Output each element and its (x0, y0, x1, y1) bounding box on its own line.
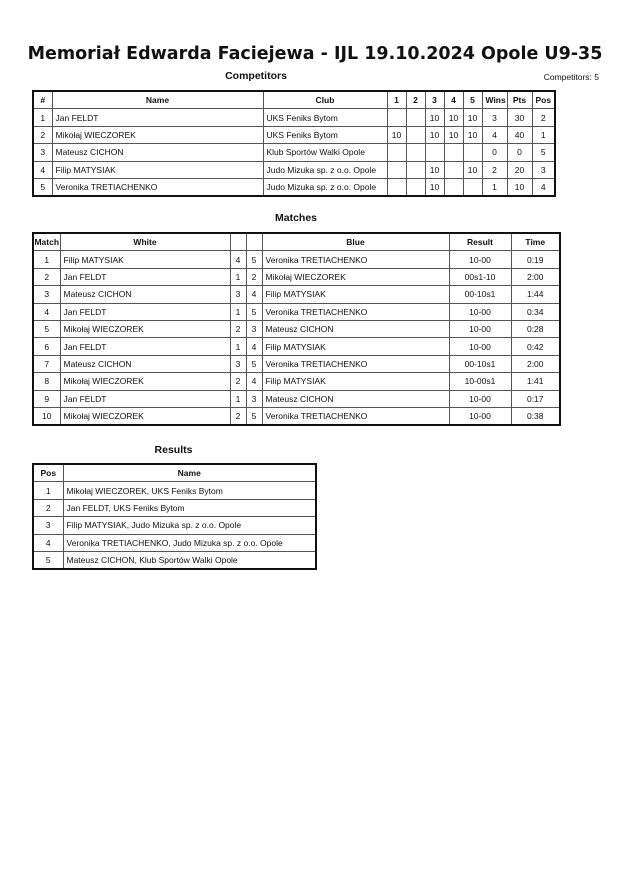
header-r2: 2 (406, 91, 425, 109)
competitor-score (406, 161, 425, 178)
competitor-name: Jan FELDT (52, 109, 263, 126)
result-row (33, 534, 316, 551)
match-white: Mikołaj WIECZOREK (60, 407, 230, 425)
header-pts: Pts (507, 91, 532, 109)
competitor-wins: 3 (482, 109, 507, 126)
match-white: Jan FELDT (60, 338, 230, 355)
results-heading: Results (154, 444, 193, 456)
match-blue: Mateusz CICHON (262, 390, 449, 407)
match-row (33, 407, 560, 425)
match-result: 10-00 (449, 338, 511, 355)
match-white-number: 1 (230, 338, 246, 355)
page-title: Memoriał Edwarda Faciejewa - IJL 19.10.2024 Opole U9-35 (27, 44, 603, 64)
competitor-wins: 0 (482, 144, 507, 161)
competitor-score (406, 126, 425, 143)
match-white-number: 2 (230, 320, 246, 337)
competitor-number: 1 (33, 109, 52, 126)
competitor-row (33, 144, 555, 161)
result-name: Mateusz CICHON, Klub Sportów Walki Opole (63, 551, 316, 569)
match-blue-number: 3 (246, 320, 262, 337)
competitor-score (444, 161, 463, 178)
competitor-score: 10 (463, 161, 482, 178)
competitor-name: Mateusz CICHON (52, 144, 263, 161)
match-time: 2:00 (511, 355, 560, 372)
results-header-row (33, 464, 316, 482)
header-pos: Pos (532, 91, 555, 109)
competitor-score: 10 (444, 126, 463, 143)
match-number: 5 (33, 320, 60, 337)
competitor-score (425, 144, 444, 161)
matches-header-row (33, 233, 560, 251)
header-club: Club (263, 91, 387, 109)
match-result: 10-00s1 (449, 373, 511, 390)
match-number: 3 (33, 286, 60, 303)
match-blue-number: 5 (246, 355, 262, 372)
competitor-wins: 1 (482, 178, 507, 196)
match-blue: Mateusz CICHON (262, 320, 449, 337)
competitor-points: 40 (507, 126, 532, 143)
header-wins: Wins (482, 91, 507, 109)
competitor-score (387, 178, 406, 196)
competitor-number: 5 (33, 178, 52, 196)
match-result: 10-00 (449, 251, 511, 268)
match-blue: Filip MATYSIAK (262, 338, 449, 355)
result-position: 4 (33, 534, 63, 551)
match-number: 7 (33, 355, 60, 372)
competitor-club: Judo Mizuka sp. z o.o. Opole (263, 178, 387, 196)
header-r4: 4 (444, 91, 463, 109)
competitor-name: Filip MATYSIAK (52, 161, 263, 178)
result-row (33, 551, 316, 569)
competitor-position: 1 (532, 126, 555, 143)
competitor-club: UKS Feniks Bytom (263, 109, 387, 126)
match-blue-number: 2 (246, 268, 262, 285)
competitor-points: 30 (507, 109, 532, 126)
result-row (33, 517, 316, 534)
match-time: 0:42 (511, 338, 560, 355)
match-white: Jan FELDT (60, 268, 230, 285)
competitor-score: 10 (425, 109, 444, 126)
competitor-row (33, 126, 555, 143)
match-white-number: 2 (230, 373, 246, 390)
match-result: 10-00 (449, 320, 511, 337)
match-blue: Veronika TRETIACHENKO (262, 355, 449, 372)
match-row (33, 355, 560, 372)
match-white-number: 1 (230, 268, 246, 285)
results-table (32, 463, 317, 570)
match-white-number: 1 (230, 390, 246, 407)
match-blue: Veronika TRETIACHENKO (262, 407, 449, 425)
match-row (33, 286, 560, 303)
match-result: 10-00 (449, 303, 511, 320)
match-row (33, 338, 560, 355)
header-result-name: Name (63, 464, 316, 482)
competitors-heading: Competitors (225, 70, 287, 82)
match-row (33, 251, 560, 268)
match-row (33, 303, 560, 320)
header-r5: 5 (463, 91, 482, 109)
competitor-row (33, 109, 555, 126)
match-time: 1:44 (511, 286, 560, 303)
competitor-points: 20 (507, 161, 532, 178)
result-position: 5 (33, 551, 63, 569)
competitor-position: 5 (532, 144, 555, 161)
result-name: Mikołaj WIECZOREK, UKS Feniks Bytom (63, 482, 316, 499)
competitor-wins: 4 (482, 126, 507, 143)
match-white: Jan FELDT (60, 303, 230, 320)
match-number: 6 (33, 338, 60, 355)
header-time: Time (511, 233, 560, 251)
match-number: 8 (33, 373, 60, 390)
competitor-score: 10 (425, 178, 444, 196)
match-row (33, 268, 560, 285)
match-time: 2:00 (511, 268, 560, 285)
competitor-number: 2 (33, 126, 52, 143)
match-white-number: 1 (230, 303, 246, 320)
competitor-row (33, 161, 555, 178)
match-blue-number: 4 (246, 286, 262, 303)
competitor-score (406, 178, 425, 196)
match-number: 2 (33, 268, 60, 285)
match-white: Mikołaj WIECZOREK (60, 373, 230, 390)
match-time: 0:17 (511, 390, 560, 407)
competitor-position: 3 (532, 161, 555, 178)
matches-heading: Matches (274, 212, 317, 224)
match-number: 1 (33, 251, 60, 268)
competitor-position: 4 (532, 178, 555, 196)
competitor-club: Klub Sportów Walki Opole (263, 144, 387, 161)
match-row (33, 390, 560, 407)
competitor-score (463, 178, 482, 196)
result-position: 3 (33, 517, 63, 534)
matches-table (32, 232, 561, 426)
competitors-header-row (33, 91, 555, 109)
result-row (33, 499, 316, 516)
competitor-club: Judo Mizuka sp. z o.o. Opole (263, 161, 387, 178)
header-name: Name (52, 91, 263, 109)
match-white-number: 2 (230, 407, 246, 425)
match-time: 1:41 (511, 373, 560, 390)
competitor-wins: 2 (482, 161, 507, 178)
match-blue-number: 5 (246, 251, 262, 268)
match-result: 00-10s1 (449, 355, 511, 372)
competitor-score (387, 144, 406, 161)
match-white-number: 3 (230, 355, 246, 372)
match-blue-number: 4 (246, 338, 262, 355)
match-time: 0:28 (511, 320, 560, 337)
match-white: Mateusz CICHON (60, 286, 230, 303)
competitor-score (406, 144, 425, 161)
competitor-score: 10 (463, 126, 482, 143)
competitor-score: 10 (444, 109, 463, 126)
match-white: Mateusz CICHON (60, 355, 230, 372)
competitor-score: 10 (387, 126, 406, 143)
competitor-position: 2 (532, 109, 555, 126)
competitor-score (387, 161, 406, 178)
match-row (33, 373, 560, 390)
match-result: 10-00 (449, 407, 511, 425)
match-blue: Veronika TRETIACHENKO (262, 303, 449, 320)
header-white-no (230, 233, 246, 251)
competitor-name: Veronika TRETIACHENKO (52, 178, 263, 196)
competitor-score (387, 109, 406, 126)
match-result: 00-10s1 (449, 286, 511, 303)
competitor-number: 4 (33, 161, 52, 178)
competitor-score: 10 (425, 126, 444, 143)
header-blue-no (246, 233, 262, 251)
match-number: 10 (33, 407, 60, 425)
competitor-score: 10 (463, 109, 482, 126)
match-blue-number: 5 (246, 407, 262, 425)
match-white-number: 4 (230, 251, 246, 268)
competitor-row (33, 178, 555, 196)
result-name: Jan FELDT, UKS Feniks Bytom (63, 499, 316, 516)
competitor-club: UKS Feniks Bytom (263, 126, 387, 143)
competitor-score (444, 178, 463, 196)
competitors-count: Competitors: 5 (543, 72, 599, 82)
match-blue: Filip MATYSIAK (262, 286, 449, 303)
match-time: 0:19 (511, 251, 560, 268)
competitor-name: Mikołaj WIECZOREK (52, 126, 263, 143)
match-result: 00s1-10 (449, 268, 511, 285)
header-no: # (33, 91, 52, 109)
result-position: 2 (33, 499, 63, 516)
header-white: White (60, 233, 230, 251)
competitor-number: 3 (33, 144, 52, 161)
header-r3: 3 (425, 91, 444, 109)
result-row (33, 482, 316, 499)
match-white: Mikołaj WIECZOREK (60, 320, 230, 337)
competitor-score (406, 109, 425, 126)
result-name: Veronika TRETIACHENKO, Judo Mizuka sp. z o.o. Opole (63, 534, 316, 551)
match-time: 0:38 (511, 407, 560, 425)
match-blue: Filip MATYSIAK (262, 373, 449, 390)
match-white-number: 3 (230, 286, 246, 303)
match-blue-number: 4 (246, 373, 262, 390)
match-row (33, 320, 560, 337)
match-blue-number: 3 (246, 390, 262, 407)
match-white: Filip MATYSIAK (60, 251, 230, 268)
match-result: 10-00 (449, 390, 511, 407)
header-blue: Blue (262, 233, 449, 251)
match-blue: Mikołaj WIECZOREK (262, 268, 449, 285)
header-result: Result (449, 233, 511, 251)
competitor-score (463, 144, 482, 161)
result-position: 1 (33, 482, 63, 499)
match-blue-number: 5 (246, 303, 262, 320)
competitor-score: 10 (425, 161, 444, 178)
competitor-score (444, 144, 463, 161)
match-blue: Veronika TRETIACHENKO (262, 251, 449, 268)
header-result-pos: Pos (33, 464, 63, 482)
result-name: Filip MATYSIAK, Judo Mizuka sp. z o.o. Opole (63, 517, 316, 534)
match-white: Jan FELDT (60, 390, 230, 407)
competitors-table (32, 90, 556, 197)
match-time: 0:34 (511, 303, 560, 320)
match-number: 4 (33, 303, 60, 320)
competitor-points: 10 (507, 178, 532, 196)
header-r1: 1 (387, 91, 406, 109)
match-number: 9 (33, 390, 60, 407)
competitor-points: 0 (507, 144, 532, 161)
header-match: Match (33, 233, 60, 251)
